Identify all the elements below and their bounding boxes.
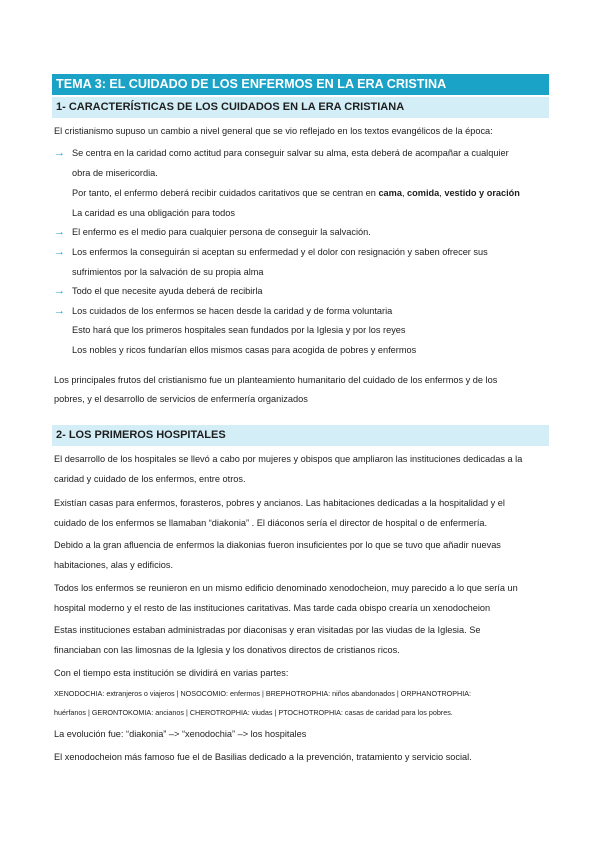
bold-vestido-oracion: vestido y oración [444, 188, 520, 198]
section2-p8: El xenodocheion más famoso fue el de Basilias dedicado a la prevención, tratamiento y servicio social. [54, 752, 472, 762]
arrow-right-icon: → [54, 305, 65, 317]
section2-p5-line-2: financiaban con las limosnas de la Iglesia y los donativos directos de cristianos ricos. [54, 645, 400, 655]
section2-p4-line-1: Todos los enfermos se reunieron en un mismo edificio denominado xenodocheion, muy parecido a lo que sería un [54, 583, 518, 593]
section2-p3-line-2: habitaciones, alas y edificios. [54, 560, 173, 570]
divisions-list-line-1: XENODOCHIA: extranjeros o viajeros | NOSOCOMIO: enfermos | BREPHOTROPHIA: niños abandonados | ORPHANOTROPHIA: [54, 689, 472, 698]
bullet-1-line-3 [72, 187, 520, 199]
separator: , [439, 188, 445, 198]
bullet-1-line-2: obra de misericordia. [72, 168, 158, 178]
bullet-5-line-1: Los cuidados de los enfermos se hacen desde la caridad y de forma voluntaria [72, 306, 393, 316]
separator: , [401, 188, 408, 198]
arrow-right-icon: → [54, 226, 65, 238]
section2-evolution: La evolución fue: “diakonia” –> “xenodochia” –> los hospitales [54, 729, 307, 739]
bullet-5-line-2: Esto hará que los primeros hospitales sean fundados por la Iglesia y por los reyes [72, 325, 406, 335]
section1-paragraph-line-2: pobres, y el desarrollo de servicios de enfermería organizados [54, 394, 308, 404]
divisions-list-line-2: huérfanos | GERONTOKOMIA: ancianos | CHEROTROPHIA: viudas | PTOCHOTROPHIA: casas de caridad para los pobres. [54, 708, 453, 717]
arrow-right-icon: → [54, 147, 65, 159]
section2-p2-line-1: Existían casas para enfermos, forasteros, pobres y ancianos. Las habitaciones dedicadas a la hospitalidad y el [54, 498, 505, 508]
section2-p3-line-1: Debido a la gran afluencia de enfermos la diakonias fueron insuficientes por lo que se tuvo que añadir nuevas [54, 540, 501, 550]
section-heading-2: 2- LOS PRIMEROS HOSPITALES [52, 425, 549, 446]
bold-comida: comida [407, 188, 440, 198]
bullet-3-line-2: sufrimientos por la salvación de su propia alma [72, 267, 264, 277]
section2-p1-line-2: caridad y cuidado de los enfermos, entre otros. [54, 474, 246, 484]
section2-p5-line-1: Estas instituciones estaban administradas por diaconisas y eran visitadas por las viudas de la Iglesia. Se [54, 625, 481, 635]
bullet-1-line-3-text: Por tanto, el enfermo deberá recibir cuidados caritativos que se centran en [72, 188, 379, 198]
bullet-3-line-1: Los enfermos la conseguirán si aceptan su enfermedad y el dolor con resignación y saben ofrecer sus [72, 247, 488, 257]
arrow-right-icon: → [54, 285, 65, 297]
document-title: TEMA 3: EL CUIDADO DE LOS ENFERMOS EN LA ERA CRISTINA [52, 74, 549, 95]
section1-intro: El cristianismo supuso un cambio a nivel general que se vio reflejado en los textos evangélicos de la época: [54, 126, 493, 136]
arrow-right-icon: → [54, 246, 65, 258]
bullet-2: El enfermo es el medio para cualquier persona de conseguir la salvación. [72, 227, 371, 237]
section2-p4-line-2: hospital moderno y el resto de las instituciones caritativas. Mas tarde cada obispo crearía un xenodocheion [54, 603, 491, 613]
bullet-1-line-4: La caridad es una obligación para todos [72, 208, 235, 218]
section2-p1-line-1: El desarrollo de los hospitales se llevó a cabo por mujeres y obispos que ampliaron las instituciones dedicadas a la [54, 454, 523, 464]
section2-p6: Con el tiempo esta institución se dividirá en varias partes: [54, 668, 289, 678]
bullet-1-line-1: Se centra en la caridad como actitud para conseguir salvar su alma, esta deberá de acompañar a cualquier [72, 148, 509, 158]
section2-p2-line-2: cuidado de los enfermos se llamaban “diakonia” . El diáconos sería el director de hospital o de enfermería. [54, 518, 488, 528]
section-heading-1: 1- CARACTERÍSTICAS DE LOS CUIDADOS EN LA ERA CRISTIANA [52, 97, 549, 118]
bold-cama: cama [378, 188, 402, 198]
section1-paragraph-line-1: Los principales frutos del cristianismo fue un planteamiento humanitario del cuidado de los enfermos y de los [54, 375, 498, 385]
bullet-4: Todo el que necesite ayuda deberá de recibirla [72, 286, 263, 296]
bullet-5-line-3: Los nobles y ricos fundarían ellos mismos casas para acogida de pobres y enfermos [72, 345, 417, 355]
